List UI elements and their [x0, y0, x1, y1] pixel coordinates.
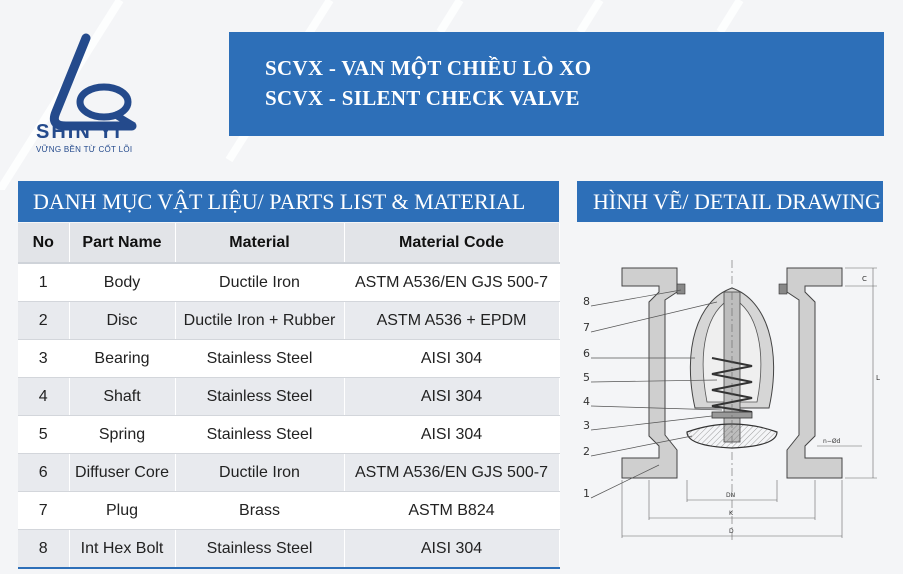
table-row [18, 492, 559, 530]
dim-n: n−Ød [823, 438, 841, 445]
dim-l: L [876, 374, 880, 382]
callout-5: 5 [583, 371, 590, 384]
cell-material: Brass [175, 492, 344, 530]
cell-material-code: AISI 304 [344, 378, 559, 416]
cell-material-code: ASTM B824 [344, 492, 559, 530]
cell-material-code: ASTM A536/EN GJS 500-7 [344, 263, 559, 302]
table-row [18, 530, 559, 569]
valve-detail-drawing [577, 240, 887, 565]
column-header-no: No [18, 223, 69, 263]
cell-material: Ductile Iron + Rubber [175, 302, 344, 340]
cell-part-name: Shaft [69, 378, 175, 416]
title-vietnamese: SCVX - VAN MỘT CHIỀU LÒ XO [265, 56, 592, 80]
cell-material: Stainless Steel [175, 530, 344, 569]
cell-material: Ductile Iron [175, 263, 344, 302]
table-header-row [18, 223, 559, 263]
parts-table [18, 223, 560, 569]
callout-8: 8 [583, 295, 590, 308]
cell-part-name: Body [69, 263, 175, 302]
cell-part-name: Disc [69, 302, 175, 340]
cell-no: 1 [18, 263, 69, 302]
title-english: SCVX - SILENT CHECK VALVE [265, 86, 580, 110]
cell-material-code: AISI 304 [344, 416, 559, 454]
table-row [18, 454, 559, 492]
cell-part-name: Spring [69, 416, 175, 454]
cell-material-code: ASTM A536/EN GJS 500-7 [344, 454, 559, 492]
cell-no: 8 [18, 530, 69, 569]
cell-material: Stainless Steel [175, 378, 344, 416]
cell-no: 4 [18, 378, 69, 416]
detail-drawing-header: HÌNH VẼ/ DETAIL DRAWING [577, 181, 883, 222]
dim-k: K [729, 510, 733, 517]
title-banner [229, 32, 884, 136]
cell-material-code: ASTM A536 + EPDM [344, 302, 559, 340]
table-row [18, 416, 559, 454]
cell-no: 2 [18, 302, 69, 340]
dim-d: D [729, 528, 734, 535]
bolt-right [779, 284, 787, 294]
bolt-left [677, 284, 685, 294]
cell-material: Stainless Steel [175, 416, 344, 454]
cell-material: Stainless Steel [175, 340, 344, 378]
callout-4: 4 [583, 395, 590, 408]
table-row [18, 340, 559, 378]
cell-part-name: Bearing [69, 340, 175, 378]
column-header-part-name: Part Name [69, 223, 175, 263]
brand-name: SHIN YI [36, 121, 122, 143]
cell-material-code: AISI 304 [344, 340, 559, 378]
table-row [18, 302, 559, 340]
callout-6: 6 [583, 347, 590, 360]
cell-no: 3 [18, 340, 69, 378]
column-header-material: Material [175, 223, 344, 263]
dim-dn: DN [726, 492, 736, 499]
cell-no: 7 [18, 492, 69, 530]
cell-part-name: Int Hex Bolt [69, 530, 175, 569]
cell-part-name: Diffuser Core [69, 454, 175, 492]
cell-part-name: Plug [69, 492, 175, 530]
table-row [18, 378, 559, 416]
cell-no: 6 [18, 454, 69, 492]
cell-material-code: AISI 304 [344, 530, 559, 569]
callout-1: 1 [583, 487, 590, 500]
column-header-material-code: Material Code [344, 223, 559, 263]
callout-2: 2 [583, 445, 590, 458]
dim-c: C [862, 275, 867, 283]
callout-3: 3 [583, 419, 590, 432]
cell-no: 5 [18, 416, 69, 454]
brand-tagline: VỮNG BỀN TỪ CỐT LÕI [36, 145, 133, 154]
callout-7: 7 [583, 321, 590, 334]
table-row [18, 263, 559, 302]
cell-material: Ductile Iron [175, 454, 344, 492]
parts-list-header: DANH MỤC VẬT LIỆU/ PARTS LIST & MATERIAL [18, 181, 559, 222]
